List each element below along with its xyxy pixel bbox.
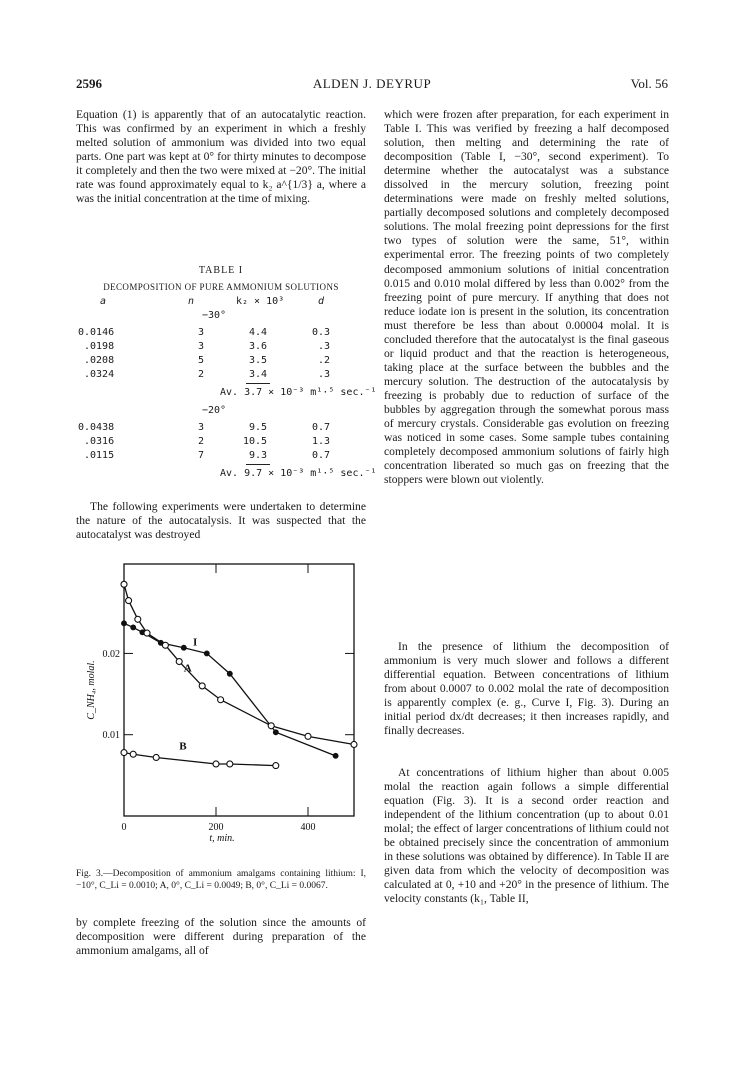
- data-point-I: [122, 621, 127, 626]
- x-axis-label: t, min.: [209, 833, 235, 844]
- table-cell: 3.4: [249, 369, 268, 380]
- data-table: [76, 296, 377, 496]
- data-point-A: [305, 733, 311, 739]
- table-cell: 3: [198, 341, 205, 352]
- table-cell: .0316: [84, 436, 115, 447]
- data-point-A: [162, 642, 168, 648]
- data-point-A: [176, 659, 182, 665]
- section-temp: −30°: [202, 310, 227, 321]
- data-point-A: [126, 598, 132, 604]
- figure-3-chart: [76, 558, 366, 863]
- data-point-B: [121, 750, 127, 756]
- table-header-k2: k₂ × 10³: [236, 296, 285, 307]
- y-axis-label: C_NH₄, molal.: [86, 660, 97, 720]
- data-point-I: [204, 651, 209, 656]
- table-cell: 7: [198, 450, 205, 461]
- y-tick-label: 0.01: [102, 730, 120, 742]
- table-cell: 4.4: [249, 327, 268, 338]
- average-rule: [246, 464, 270, 465]
- data-point-B: [213, 761, 219, 767]
- x-tick-label: 0: [121, 822, 127, 833]
- right-paragraph-3: At concentrations of lithium higher than about 0.005 molal the reaction again follows a simple differential equation (Fig. 3). It is a second order reaction and independent of the lithium concentration (up to about 0.01 molal; the effect of larger concentrations of lithium could not be obtained precisely since the concentration of ammonium in these solutions was obtained by difference). In Table II are given data from which the velocity of decomposition was calculated at 0, +10 and +20° in the presence of lithium. The velocity constants (k₁, Table II,: [384, 766, 669, 906]
- data-point-I: [333, 753, 338, 758]
- table-header-n: n: [188, 296, 195, 307]
- section-average: Av. 3.7 × 10⁻³ m¹·⁵ sec.⁻¹: [220, 387, 377, 398]
- section-average: Av. 9.7 × 10⁻³ m¹·⁵ sec.⁻¹: [220, 468, 377, 479]
- table-cell: 3.5: [249, 355, 268, 366]
- table-header-d: d: [318, 296, 325, 307]
- data-point-A: [144, 630, 150, 636]
- table-cell: 9.5: [249, 422, 268, 433]
- data-point-A: [218, 697, 224, 703]
- data-point-B: [273, 763, 279, 769]
- right-paragraph-1: which were frozen after preparation, for each experiment in Table I. This was verified by freezing a half decomposed solution, then melting and determining the rate of decomposition (Table I, −30°, second experiment). To determine whether the autocatalyst was a substance dissolved in the mercury solution, freezing point determinations were made on freshly melted solutions, partially decomposed solutions and completely decomposed solutions. The molal freezing point depressions for the first two types of solution were the same, 51°, within experimental error. The freezing points of two completely decomposed ammonium solutions of initial concentration 0.015 and 0.010 molal differed by less than 0.002° from the freezing point of pure mercury. If anything that does not reduce iodate ion is present in the solution, its concentration must therefore be less than about 0.00004 molal. It is concluded therefore that the autocatalyst is the final gaseous or liquid product and that the reaction is heterogeneous, taking place at the surface between the bubbles and the mercury solution. The destruction of the autocatalysis by freezing is probably due to reduction of surface of the bubbles by aggregation through the somewhat porous mass of mercury crystals. Considerable gas evolution on freezing was noticed in some cases. Some sample tubes containing completely decomposed ammonium solutions of fairly high concentration liberated so much gas on freezing that the stoppers were blown out violently.: [384, 108, 669, 487]
- plot-frame: [124, 564, 354, 816]
- section-temp: −20°: [202, 405, 227, 416]
- x-tick-label: 400: [300, 822, 316, 833]
- table-cell: .2: [318, 355, 331, 366]
- table-cell: 2: [198, 436, 205, 447]
- table-cell: 1.3: [312, 436, 331, 447]
- table-cell: 0.7: [312, 422, 331, 433]
- page-number: 2596: [76, 76, 102, 91]
- series-label-I: I: [193, 636, 198, 649]
- x-tick-label: 200: [208, 822, 224, 833]
- data-point-I: [181, 645, 186, 650]
- table-cell: 5: [198, 355, 205, 366]
- page-header: [76, 76, 668, 92]
- left-paragraph-1: Equation (1) is apparently that of an autocatalytic reaction. This was confirmed by an experiment in which a freshly melted solution of ammonium was divided into two equal parts. One part was kept at 0° for thirty minutes to decompose it completely and then the two were mixed at −20°. The initial rate was found approximately equal to k₂ a^{1/3} a, where a was the initial concentration at the time of mixing.: [76, 108, 366, 206]
- series-label-B: B: [179, 740, 187, 753]
- table-cell: .3: [318, 341, 331, 352]
- data-point-I: [273, 730, 278, 735]
- running-author: ALDEN J. DEYRUP: [312, 76, 432, 91]
- table-cell: 0.3: [312, 327, 331, 338]
- table-cell: .0198: [84, 341, 115, 352]
- table-cell: 3: [198, 422, 205, 433]
- volume-label: Vol. 56: [630, 76, 668, 91]
- table-cell: 9.3: [249, 450, 268, 461]
- table-cell: .0115: [84, 450, 115, 461]
- series-line-B: [124, 753, 276, 766]
- left-paragraph-2: The following experiments were undertaken to determine the nature of the autocatalysis. It was suspected that the autocatalyst was destroyed: [76, 500, 366, 542]
- series-label-A: A: [183, 662, 192, 675]
- table-cell: 3.6: [249, 341, 268, 352]
- table-subtitle: DECOMPOSITION OF PURE AMMONIUM SOLUTIONS: [103, 282, 339, 292]
- data-point-B: [227, 761, 233, 767]
- table-title: TABLE I: [198, 265, 244, 276]
- data-point-I: [131, 625, 136, 630]
- table-cell: 2: [198, 369, 205, 380]
- series-line-A: [124, 584, 354, 744]
- data-point-A: [268, 723, 274, 729]
- y-tick-label: 0.02: [102, 648, 120, 660]
- table-cell: .0208: [84, 355, 115, 366]
- table-cell: 10.5: [243, 436, 268, 447]
- average-rule: [246, 383, 270, 384]
- table-cell: 3: [198, 327, 205, 338]
- table-cell: .3: [318, 369, 331, 380]
- figure-caption: Fig. 3.—Decomposition of ammonium amalgams containing lithium: I, −10°, C_Li = 0.0010; A, 0°, C_Li = 0.0049; B, 0°, C_Li = 0.0067.: [76, 869, 366, 891]
- data-point-A: [351, 741, 357, 747]
- left-paragraph-3: by complete freezing of the solution since the amounts of decomposition were different during preparation of the ammonium amalgams, all of: [76, 916, 366, 958]
- table-cell: .0324: [84, 369, 115, 380]
- data-point-A: [199, 683, 205, 689]
- table-cell: 0.7: [312, 450, 331, 461]
- data-point-A: [135, 616, 141, 622]
- data-point-B: [130, 751, 136, 757]
- data-point-I: [227, 671, 232, 676]
- series-line-I: [124, 623, 336, 756]
- table-cell: 0.0146: [78, 327, 115, 338]
- data-point-A: [121, 581, 127, 587]
- table-header-a: a: [100, 296, 107, 307]
- data-point-B: [153, 754, 159, 760]
- right-paragraph-2: In the presence of lithium the decomposition of ammonium is very much slower and follows a different differential equation. Between concentrations of lithium from about 0.0007 to 0.002 molal the rate of decomposition is apparently complex (e. g., Curve I, Fig. 3). During an initial period dx/dt decreases; it then increases rapidly, and finally decreases.: [384, 640, 669, 738]
- table-cell: 0.0438: [78, 422, 115, 433]
